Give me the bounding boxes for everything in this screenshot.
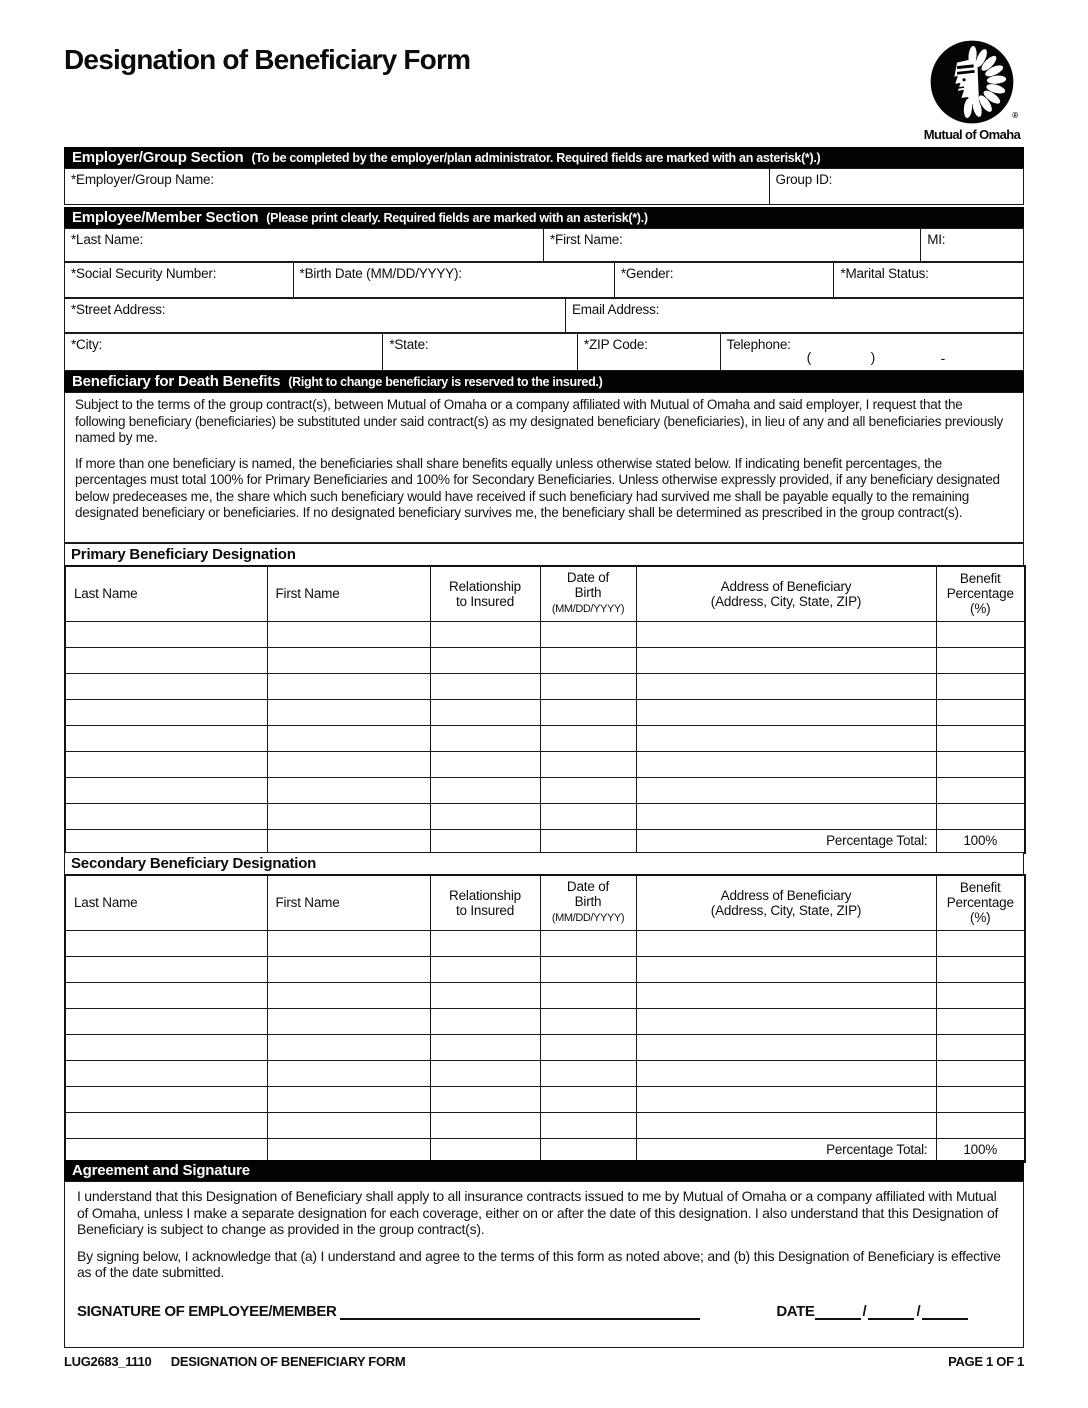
group-id-label: Group ID: <box>775 172 833 187</box>
col-benefit-percentage: Benefit Percentage (%) <box>936 875 1025 930</box>
beneficiary-entry-cell[interactable] <box>540 1034 636 1060</box>
middle-initial-label: MI: <box>927 232 946 247</box>
beneficiary-entry-cell[interactable] <box>65 930 267 956</box>
beneficiary-entry-cell[interactable] <box>936 699 1025 725</box>
mutual-of-omaha-logo <box>922 38 1022 142</box>
name-row <box>64 228 1024 262</box>
beneficiary-entry-cell[interactable] <box>636 1086 936 1112</box>
empty-cell <box>267 1138 430 1162</box>
beneficiary-entry-cell[interactable] <box>936 777 1025 803</box>
secondary-total-row <box>65 1138 1025 1162</box>
date-slash: / <box>862 1302 867 1320</box>
beneficiary-entry-cell[interactable] <box>267 1008 430 1034</box>
date-slash: / <box>916 1302 921 1320</box>
col-benefit-percentage: Benefit Percentage (%) <box>936 566 1025 621</box>
ssn-field[interactable] <box>65 263 294 297</box>
form-header <box>64 38 1024 142</box>
empty-cell <box>267 829 430 853</box>
empty-cell <box>430 1138 540 1162</box>
beneficiary-entry-cell[interactable] <box>267 1112 430 1138</box>
col-address: Address of Beneficiary (Address, City, State, ZIP) <box>636 875 936 930</box>
primary-beneficiary-table <box>64 565 1026 854</box>
death-benefits-section-bar <box>64 371 1024 392</box>
beneficiary-empty-row <box>65 1060 1025 1086</box>
secondary-table-body <box>65 930 1025 1138</box>
beneficiary-entry-cell[interactable] <box>936 803 1025 829</box>
primary-beneficiary-title: Primary Beneficiary Designation <box>64 543 1024 565</box>
col-date-of-birth: Date of Birth (MM/DD/YYYY) <box>540 566 636 621</box>
beneficiary-empty-row <box>65 956 1025 982</box>
beneficiary-empty-row <box>65 751 1025 777</box>
beneficiary-entry-cell[interactable] <box>936 621 1025 647</box>
first-name-label: *First Name: <box>549 232 623 247</box>
beneficiary-entry-cell[interactable] <box>65 982 267 1008</box>
beneficiary-entry-cell[interactable] <box>65 777 267 803</box>
gender-field[interactable] <box>615 263 835 297</box>
agreement-section-bar <box>64 1160 1024 1181</box>
beneficiary-entry-cell[interactable] <box>65 725 267 751</box>
beneficiary-entry-cell[interactable] <box>65 647 267 673</box>
beneficiary-entry-cell[interactable] <box>936 647 1025 673</box>
empty-cell <box>540 829 636 853</box>
beneficiary-entry-cell[interactable] <box>636 982 936 1008</box>
beneficiary-entry-cell[interactable] <box>65 751 267 777</box>
beneficiary-entry-cell[interactable] <box>430 699 540 725</box>
employee-member-section-bar <box>64 207 1024 228</box>
telephone-paren-open: ( <box>806 349 812 365</box>
col-date-of-birth: Date of Birth (MM/DD/YYYY) <box>540 875 636 930</box>
beneficiary-entry-cell[interactable] <box>936 725 1025 751</box>
beneficiary-entry-cell[interactable] <box>636 1060 936 1086</box>
beneficiary-entry-cell[interactable] <box>267 803 430 829</box>
group-id-field[interactable] <box>770 169 1023 204</box>
beneficiary-empty-row <box>65 699 1025 725</box>
beneficiary-empty-row <box>65 803 1025 829</box>
beneficiary-entry-cell[interactable] <box>636 930 936 956</box>
empty-cell <box>540 1138 636 1162</box>
beneficiary-empty-row <box>65 777 1025 803</box>
telephone-paren-close: ) <box>870 349 876 365</box>
beneficiary-entry-cell[interactable] <box>540 621 636 647</box>
beneficiary-entry-cell[interactable] <box>267 1086 430 1112</box>
beneficiary-entry-cell[interactable] <box>636 803 936 829</box>
signature-line[interactable] <box>340 1306 700 1320</box>
death-benefits-title: Beneficiary for Death Benefits <box>72 373 281 390</box>
col-relationship: Relationship to Insured <box>430 566 540 621</box>
telephone-field[interactable] <box>721 334 1023 370</box>
beneficiary-entry-cell[interactable] <box>267 725 430 751</box>
zip-code-label: *ZIP Code: <box>583 337 648 352</box>
beneficiary-entry-cell[interactable] <box>936 930 1025 956</box>
beneficiary-entry-cell[interactable] <box>936 1060 1025 1086</box>
beneficiary-empty-row <box>65 647 1025 673</box>
beneficiary-entry-cell[interactable] <box>267 982 430 1008</box>
chief-head-icon <box>928 38 1016 126</box>
street-address-field[interactable] <box>65 299 566 332</box>
agreement-paragraph-2: By signing below, I acknowledge that (a) I understand and agree to the terms of this form as noted above; and (b) this Designation of Beneficiary is effective as of the date submitted. <box>77 1247 1001 1280</box>
empty-cell <box>430 829 540 853</box>
beneficiary-entry-cell[interactable] <box>636 699 936 725</box>
beneficiary-entry-cell[interactable] <box>430 930 540 956</box>
secondary-beneficiary-title: Secondary Beneficiary Designation <box>64 852 1024 874</box>
col-first-name: First Name <box>267 875 430 930</box>
beneficiary-entry-cell[interactable] <box>636 956 936 982</box>
beneficiary-entry-cell[interactable] <box>936 1112 1025 1138</box>
beneficiary-entry-cell[interactable] <box>65 1112 267 1138</box>
beneficiary-entry-cell[interactable] <box>267 621 430 647</box>
beneficiary-entry-cell[interactable] <box>636 777 936 803</box>
col-last-name: Last Name <box>65 566 267 621</box>
beneficiary-entry-cell[interactable] <box>540 1060 636 1086</box>
registered-trademark: ® <box>1012 111 1018 120</box>
footer-form-title: DESIGNATION OF BENEFICIARY FORM <box>170 1354 406 1369</box>
death-benefits-paragraph-2: If more than one beneficiary is named, the beneficiaries shall share benefits equally unless otherwise stated below. If indicating benefit percentages, the percentages must total 100% for Primary Beneficiaries and 100% for Secondary Beneficiaries. Unless otherwise expressly provided, if any beneficiary designated below predeceases me, the share which such beneficiary would have received if such beneficiary had survived me shall be payable equally to the remaining designated beneficiary or beneficiaries. If no designated beneficiary survives me, the beneficiary shall be determined as prescribed in the group contract(s). <box>75 455 1000 520</box>
beneficiary-entry-cell[interactable] <box>636 751 936 777</box>
beneficiary-entry-cell[interactable] <box>540 699 636 725</box>
primary-table-body <box>65 621 1025 829</box>
employer-section-subtitle: (To be completed by the employer/plan administrator. Required fields are marked with an asterisk(*).) <box>251 150 821 165</box>
beneficiary-entry-cell[interactable] <box>430 1034 540 1060</box>
date-month-line[interactable] <box>815 1306 861 1320</box>
beneficiary-entry-cell[interactable] <box>430 1112 540 1138</box>
beneficiary-entry-cell[interactable] <box>430 673 540 699</box>
secondary-percentage-total-label: Percentage Total: <box>636 1138 936 1162</box>
employer-group-name-label: *Employer/Group Name: <box>71 172 214 187</box>
ssn-birth-gender-row <box>64 262 1024 298</box>
last-name-field[interactable] <box>65 229 544 261</box>
state-field[interactable] <box>383 334 578 370</box>
empty-cell <box>65 1138 267 1162</box>
beneficiary-entry-cell[interactable] <box>267 751 430 777</box>
secondary-table-header-row <box>65 875 1025 930</box>
beneficiary-empty-row <box>65 1086 1025 1112</box>
beneficiary-entry-cell[interactable] <box>540 1112 636 1138</box>
beneficiary-entry-cell[interactable] <box>636 1008 936 1034</box>
beneficiary-entry-cell[interactable] <box>636 673 936 699</box>
beneficiary-entry-cell[interactable] <box>430 1008 540 1034</box>
beneficiary-entry-cell[interactable] <box>636 725 936 751</box>
beneficiary-entry-cell[interactable] <box>65 621 267 647</box>
page-title: Designation of Beneficiary Form <box>64 44 471 75</box>
beneficiary-entry-cell[interactable] <box>936 1086 1025 1112</box>
signature-row <box>77 1303 1011 1320</box>
employee-section-title: Employee/Member Section <box>72 209 259 226</box>
beneficiary-entry-cell[interactable] <box>636 1034 936 1060</box>
col-last-name: Last Name <box>65 875 267 930</box>
secondary-percentage-total-value: 100% <box>936 1138 1025 1162</box>
beneficiary-entry-cell[interactable] <box>430 621 540 647</box>
email-address-field[interactable] <box>566 299 1023 332</box>
city-state-zip-row <box>64 333 1024 371</box>
email-address-label: Email Address: <box>571 302 660 317</box>
employer-section-title: Employer/Group Section <box>72 149 244 166</box>
beneficiary-entry-cell[interactable] <box>540 777 636 803</box>
beneficiary-entry-cell[interactable] <box>65 956 267 982</box>
secondary-beneficiary-table <box>64 874 1026 1163</box>
employer-group-row <box>64 168 1024 205</box>
beneficiary-entry-cell[interactable] <box>540 1008 636 1034</box>
beneficiary-entry-cell[interactable] <box>430 647 540 673</box>
birth-date-field[interactable] <box>294 263 615 297</box>
date-day-line[interactable] <box>868 1306 914 1320</box>
beneficiary-entry-cell[interactable] <box>540 803 636 829</box>
telephone-label: Telephone: <box>726 337 791 352</box>
page-footer <box>64 1354 1024 1369</box>
death-benefits-paragraph-1: Subject to the terms of the group contract(s), between Mutual of Omaha or a company affiliated with Mutual of Omaha and said employer, I request that the following beneficiary (beneficiaries) be substituted under said contract(s) as my designated beneficiary (beneficiaries), in lieu of any and all beneficiaries previously named by me. <box>75 397 1004 445</box>
beneficiary-empty-row <box>65 1008 1025 1034</box>
address-email-row <box>64 298 1024 333</box>
primary-percentage-total-value: 100% <box>936 829 1025 853</box>
beneficiary-entry-cell[interactable] <box>65 1086 267 1112</box>
beneficiary-entry-cell[interactable] <box>540 982 636 1008</box>
beneficiary-entry-cell[interactable] <box>636 647 936 673</box>
beneficiary-entry-cell[interactable] <box>430 982 540 1008</box>
signature-label: SIGNATURE OF EMPLOYEE/MEMBER <box>77 1302 337 1320</box>
beneficiary-entry-cell[interactable] <box>936 982 1025 1008</box>
beneficiary-entry-cell[interactable] <box>636 1112 936 1138</box>
middle-initial-field[interactable] <box>921 229 1023 261</box>
beneficiary-entry-cell[interactable] <box>267 777 430 803</box>
beneficiary-entry-cell[interactable] <box>936 1034 1025 1060</box>
beneficiary-entry-cell[interactable] <box>540 930 636 956</box>
beneficiary-entry-cell[interactable] <box>540 956 636 982</box>
footer-page-number: PAGE 1 OF 1 <box>948 1354 1024 1369</box>
primary-table-header-row <box>65 566 1025 621</box>
col-relationship: Relationship to Insured <box>430 875 540 930</box>
employee-section-subtitle: (Please print clearly. Required fields are marked with an asterisk(*).) <box>266 210 648 225</box>
col-address: Address of Beneficiary (Address, City, State, ZIP) <box>636 566 936 621</box>
beneficiary-entry-cell[interactable] <box>65 673 267 699</box>
form-number: LUG2683_1110 <box>64 1354 152 1369</box>
beneficiary-entry-cell[interactable] <box>65 1034 267 1060</box>
beneficiary-entry-cell[interactable] <box>430 725 540 751</box>
beneficiary-empty-row <box>65 621 1025 647</box>
beneficiary-entry-cell[interactable] <box>430 803 540 829</box>
beneficiary-entry-cell[interactable] <box>267 699 430 725</box>
telephone-dash: - <box>940 350 946 366</box>
beneficiary-entry-cell[interactable] <box>430 956 540 982</box>
date-year-line[interactable] <box>922 1306 968 1320</box>
city-field[interactable] <box>65 334 383 370</box>
beneficiary-entry-cell[interactable] <box>430 1060 540 1086</box>
beneficiary-entry-cell[interactable] <box>636 621 936 647</box>
beneficiary-entry-cell[interactable] <box>65 803 267 829</box>
employer-group-section-bar <box>64 147 1024 168</box>
beneficiary-entry-cell[interactable] <box>267 1060 430 1086</box>
beneficiary-entry-cell[interactable] <box>430 1086 540 1112</box>
beneficiary-entry-cell[interactable] <box>540 673 636 699</box>
beneficiary-empty-row <box>65 673 1025 699</box>
col-first-name: First Name <box>267 566 430 621</box>
beneficiary-entry-cell[interactable] <box>936 673 1025 699</box>
beneficiary-entry-cell[interactable] <box>540 1086 636 1112</box>
beneficiary-entry-cell[interactable] <box>430 751 540 777</box>
beneficiary-entry-cell[interactable] <box>936 956 1025 982</box>
death-benefits-subtitle: (Right to change beneficiary is reserved to the insured.) <box>288 374 603 389</box>
agreement-paragraph-1: I understand that this Designation of Beneficiary shall apply to all insurance contracts issued to me by Mutual of Omaha or a company affiliated with Mutual of Omaha, unless I make a separate designation for each coverage, either on or after the date of this designation. I also understand that this Designation of Beneficiary is subject to change as provided in the group contract(s). <box>77 1188 999 1237</box>
beneficiary-empty-row <box>65 1034 1025 1060</box>
state-label: *State: <box>389 337 429 352</box>
beneficiary-entry-cell[interactable] <box>540 725 636 751</box>
beneficiary-entry-cell[interactable] <box>65 699 267 725</box>
beneficiary-empty-row <box>65 725 1025 751</box>
beneficiary-entry-cell[interactable] <box>267 1034 430 1060</box>
beneficiary-entry-cell[interactable] <box>267 930 430 956</box>
date-label: DATE <box>776 1302 815 1320</box>
agreement-title: Agreement and Signature <box>72 1162 250 1179</box>
birth-date-label: *Birth Date (MM/DD/YYYY): <box>299 266 462 281</box>
beneficiary-entry-cell[interactable] <box>540 647 636 673</box>
beneficiary-empty-row <box>65 930 1025 956</box>
marital-status-field[interactable] <box>834 263 1023 297</box>
beneficiary-empty-row <box>65 1112 1025 1138</box>
primary-total-row <box>65 829 1025 853</box>
beneficiary-entry-cell[interactable] <box>65 1060 267 1086</box>
beneficiary-entry-cell[interactable] <box>267 647 430 673</box>
empty-cell <box>65 829 267 853</box>
agreement-box <box>64 1181 1024 1348</box>
primary-percentage-total-label: Percentage Total: <box>636 829 936 853</box>
ssn-label: *Social Security Number: <box>71 266 217 281</box>
beneficiary-entry-cell[interactable] <box>430 777 540 803</box>
marital-status-label: *Marital Status: <box>840 266 929 281</box>
beneficiary-empty-row <box>65 982 1025 1008</box>
beneficiary-entry-cell[interactable] <box>540 751 636 777</box>
first-name-field[interactable] <box>544 229 921 261</box>
beneficiary-entry-cell[interactable] <box>267 956 430 982</box>
beneficiary-entry-cell[interactable] <box>267 673 430 699</box>
gender-label: *Gender: <box>620 266 674 281</box>
city-label: *City: <box>71 337 103 352</box>
death-benefits-text-box <box>64 392 1024 543</box>
footer-left <box>64 1354 405 1369</box>
employer-group-name-field[interactable] <box>65 169 770 204</box>
beneficiary-entry-cell[interactable] <box>65 1008 267 1034</box>
beneficiary-entry-cell[interactable] <box>936 1008 1025 1034</box>
last-name-label: *Last Name: <box>71 232 144 247</box>
zip-code-field[interactable] <box>578 334 721 370</box>
street-address-label: *Street Address: <box>71 302 166 317</box>
logo-wordmark: Mutual of Omaha <box>923 127 1021 142</box>
beneficiary-entry-cell[interactable] <box>936 751 1025 777</box>
